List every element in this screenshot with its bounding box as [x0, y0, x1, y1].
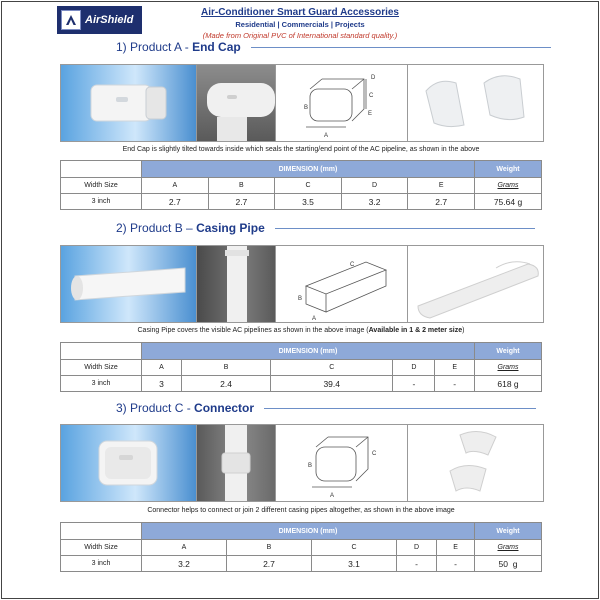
- empty-corner: [61, 161, 142, 178]
- col-a: A: [142, 540, 227, 556]
- dimension-header: DIMENSION (mm): [142, 523, 475, 540]
- end-cap-dimension-table: [60, 160, 542, 210]
- col-b: B: [208, 178, 275, 194]
- col-e: E: [437, 540, 475, 556]
- section-heading-casing-pipe: 2) Product B – Casing Pipe: [116, 221, 535, 235]
- weight-value: 50 g: [475, 556, 542, 572]
- diagram-label-c: C: [349, 262, 355, 268]
- value-e: -: [435, 376, 475, 392]
- diagram-label-a: A: [311, 316, 316, 322]
- connector-parts-photo: [408, 425, 543, 501]
- value-c: 39.4: [271, 376, 393, 392]
- weight-header: Weight: [475, 523, 542, 540]
- quality-note: (Made from Original PVC of International standard quality.): [202, 31, 398, 40]
- width-size-header: Width Size: [61, 540, 142, 556]
- diagram-label-c: C: [368, 93, 374, 99]
- value-a: 2.7: [142, 194, 209, 210]
- grams-unit: Grams: [475, 178, 542, 194]
- grams-unit: Grams: [475, 360, 542, 376]
- col-c: C: [271, 360, 393, 376]
- connector-caption: Connector helps to connect or join 2 different casing pipes altogether, as shown in the above image: [147, 507, 455, 514]
- connector-diagram: [276, 425, 408, 501]
- empty-corner: [61, 523, 142, 540]
- col-c: C: [275, 178, 342, 194]
- end-cap-caption: End Cap is slightly tilted towards inside which seals the starting/end point of the AC pipeline, as shown in the above: [122, 146, 480, 153]
- section-heading-connector: 3) Product C - Connector: [116, 401, 536, 415]
- connector-photo: [61, 425, 197, 501]
- col-c: C: [312, 540, 397, 556]
- image-strip-casing-pipe: [60, 245, 544, 323]
- page-title: Air-Conditioner Smart Guard Accessories: [200, 7, 399, 18]
- value-c: 3.5: [275, 194, 342, 210]
- brand-name: AirShield: [85, 14, 134, 26]
- diagram-label-a: A: [329, 493, 334, 499]
- value-c: 3.1: [312, 556, 397, 572]
- page-subtitle: Residential | Commercials | Projects: [235, 20, 365, 29]
- casing-pipe-diagram: [276, 246, 408, 322]
- row-label: 3 inch: [61, 194, 142, 210]
- end-cap-diagram: [276, 65, 408, 141]
- value-a: 3: [142, 376, 182, 392]
- casing-pipe-dimension-table: [60, 342, 542, 392]
- row-label: 3 inch: [61, 376, 142, 392]
- connector-installed-photo: [197, 425, 276, 501]
- dimension-header: DIMENSION (mm): [142, 343, 475, 360]
- diagram-label-c: C: [371, 451, 377, 457]
- image-strip-end-cap: [60, 64, 544, 142]
- col-b: B: [227, 540, 312, 556]
- value-e: -: [437, 556, 475, 572]
- value-b: 2.7: [208, 194, 275, 210]
- weight-header: Weight: [475, 161, 542, 178]
- value-d: -: [397, 556, 437, 572]
- casing-pipe-photo: [61, 246, 197, 322]
- casing-pipe-open-photo: [408, 246, 543, 322]
- connector-dimension-table: [60, 522, 542, 572]
- value-b: 2.7: [227, 556, 312, 572]
- row-label: 3 inch: [61, 556, 142, 572]
- value-d: 3.2: [341, 194, 408, 210]
- end-cap-photo: [61, 65, 197, 141]
- diagram-label-b: B: [303, 105, 308, 111]
- empty-corner: [61, 343, 142, 360]
- value-d: -: [393, 376, 435, 392]
- diagram-label-b: B: [297, 296, 302, 302]
- col-a: A: [142, 360, 182, 376]
- casing-pipe-installed-photo: [197, 246, 276, 322]
- col-d: D: [393, 360, 435, 376]
- width-size-header: Width Size: [61, 360, 142, 376]
- diagram-label-a: A: [323, 133, 328, 139]
- weight-header: Weight: [475, 343, 542, 360]
- diagram-label-d: D: [370, 75, 376, 81]
- weight-value: 75.64 g: [475, 194, 542, 210]
- brand-logo: [57, 6, 142, 34]
- section-heading-end-cap: 1) Product A - End Cap: [116, 40, 551, 54]
- value-a: 3.2: [142, 556, 227, 572]
- value-b: 2.4: [181, 376, 270, 392]
- col-e: E: [435, 360, 475, 376]
- col-e: E: [408, 178, 475, 194]
- grams-unit: Grams: [475, 540, 542, 556]
- weight-value: 618 g: [475, 376, 542, 392]
- diagram-label-e: E: [367, 111, 372, 117]
- end-cap-parts-photo: [408, 65, 543, 141]
- diagram-label-b: B: [307, 463, 312, 469]
- casing-pipe-caption: Casing Pipe covers the visible AC pipelines as shown in the above image (Available in 1 & 2 meter size): [137, 327, 465, 334]
- col-d: D: [397, 540, 437, 556]
- value-e: 2.7: [408, 194, 475, 210]
- logo-mark-icon: [61, 10, 81, 30]
- width-size-header: Width Size: [61, 178, 142, 194]
- image-strip-connector: [60, 424, 544, 502]
- col-d: D: [341, 178, 408, 194]
- col-b: B: [181, 360, 270, 376]
- dimension-header: DIMENSION (mm): [142, 161, 475, 178]
- col-a: A: [142, 178, 209, 194]
- end-cap-installed-photo: [197, 65, 276, 141]
